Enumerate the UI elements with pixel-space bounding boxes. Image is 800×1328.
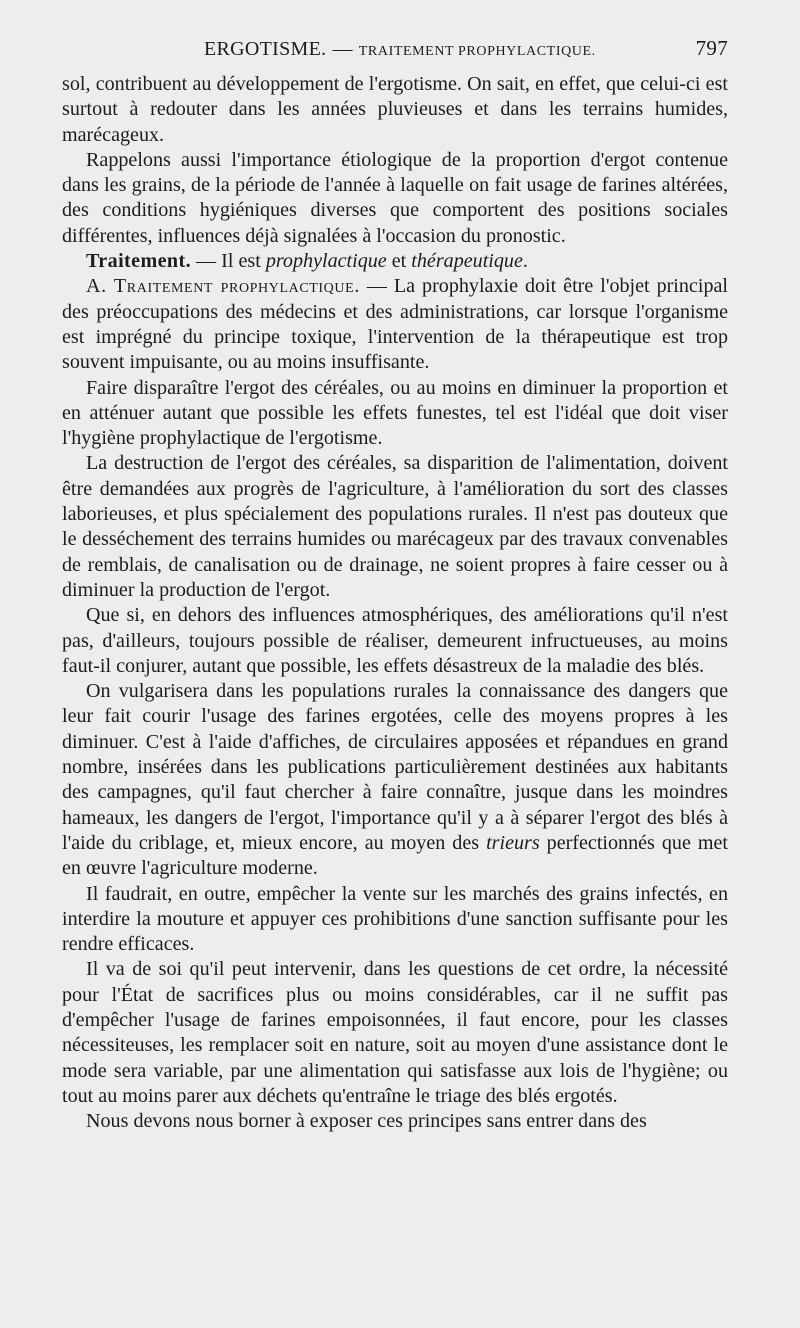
paragraph-6: La destruction de l'ergot des céréales, sa disparition de l'alimentation, doivent être demandées aux progrès de l'agriculture, à l'amélioration du sort des classes laborieuses, et plus spécialement des populations rurales. Il n'est pas douteux que le desséchement des terrains humides ou marécageux par des travaux convenables de remblais, de canalisation ou de drainage, ne soient propres à faire cesser ou à diminuer la production de l'ergot. — [62, 452, 728, 601]
section-heading: Traitement. — [86, 250, 192, 273]
paragraph-4-text: — La prophylaxie doit être l'objet principal des préoccupations des médecins et des administrations, car lorsque l'organisme est imprégné du principe toxique, l'intervention de la thérapeutique est trop souvent impuisante, ou au moins insuffisante. — [62, 275, 728, 374]
subsection-label: A. Traitement prophylactique. — [86, 275, 360, 298]
paragraph-8-text-b: perfectionnés que met en œuvre l'agriculture moderne. — [62, 831, 728, 880]
header-title-sub: TRAITEMENT PROPHYLACTIQUE. — [358, 44, 596, 59]
paragraph-3-text-b: et — [386, 250, 412, 273]
page-number: 797 — [695, 36, 728, 60]
header-separator: — — [332, 38, 353, 60]
paragraph-10: Il va de soi qu'il peut intervenir, dans les questions de cet ordre, la nécessité pour l'État de sacrifices plus ou moins considérables, car il ne suffit pas d'empêcher l'usage de farines empoisonnées, il faut encore, pour les classes nécessiteuses, les remplacer soit en nature, soit au moyen d'une assistance dont le mode sera variable, par une alimentation qui satisfasse aux lois de l'hygiène; ou tout au moins parer aux déchets qu'entraîne le triage des blés ergotés. — [62, 958, 728, 1107]
term-prophylactique: prophylactique — [265, 250, 387, 273]
paragraph-3-text-a: — Il est — [191, 250, 266, 273]
term-therapeutique: thérapeutique — [411, 250, 523, 273]
paragraph-2: Rappelons aussi l'importance étiologique de la proportion d'ergot contenue dans les grains, de la période de l'année à laquelle on fait usage de farines altérées, des conditions hygiéniques diverses que comportent des positions sociales différentes, influences déjà signalées à l'occasion du pronostic. — [62, 148, 728, 247]
paragraph-8-text-a: On vulgarisera dans les populations rurales la connaissance des dangers que leur fait courir l'usage des farines ergotées, celle des moyens propres à les diminuer. C'est à l'aide d'affiches, de circulaires apposées et répandues en grand nombre, insérées dans les publications particulièrement destinées aux habitants des campagnes, qu'il faut chercher à faire connaître, jusque dans les moindres hameaux, les dangers de l'ergot, l'importance qu'il y a à séparer l'ergot des blés à l'aide du criblage, et, mieux encore, au moyen des — [62, 680, 728, 854]
paragraph-7: Que si, en dehors des influences atmosphériques, des améliorations qu'il n'est pas, d'ailleurs, toujours possible de réaliser, demeurent infructueuses, au moins faut-il conjurer, autant que possible, les effets désastreux de la maladie des blés. — [62, 604, 728, 677]
paragraph-3 — [62, 249, 728, 274]
running-header — [62, 36, 728, 76]
page-body — [62, 72, 728, 1134]
paragraph-11: Nous devons nous borner à exposer ces principes sans entrer dans des — [86, 1110, 647, 1133]
term-trieurs: trieurs — [486, 831, 540, 854]
header-title-main: ERGOTISME. — [204, 38, 327, 60]
paragraph-3-text-c: . — [522, 250, 528, 273]
paragraph-4 — [62, 274, 728, 375]
running-title — [204, 38, 596, 61]
paragraph-9: Il faudrait, en outre, empêcher la vente sur les marchés des grains infectés, en interdire la mouture et appuyer ces prohibitions d'une sanction suffisante pour les rendre efficaces. — [62, 882, 728, 956]
paragraph-8 — [62, 679, 728, 881]
paragraph-5: Faire disparaître l'ergot des céréales, ou au moins en diminuer la proportion et en atténuer autant que possible les effets funestes, tel est l'idéal que doit viser l'hygiène prophylactique de l'ergotisme. — [62, 376, 728, 450]
paragraph-1: sol, contribuent au développement de l'ergotisme. On sait, en effet, que celui-ci est surtout à redouter dans les années pluvieuses et dans les terrains humides, marécageux. — [62, 73, 728, 146]
